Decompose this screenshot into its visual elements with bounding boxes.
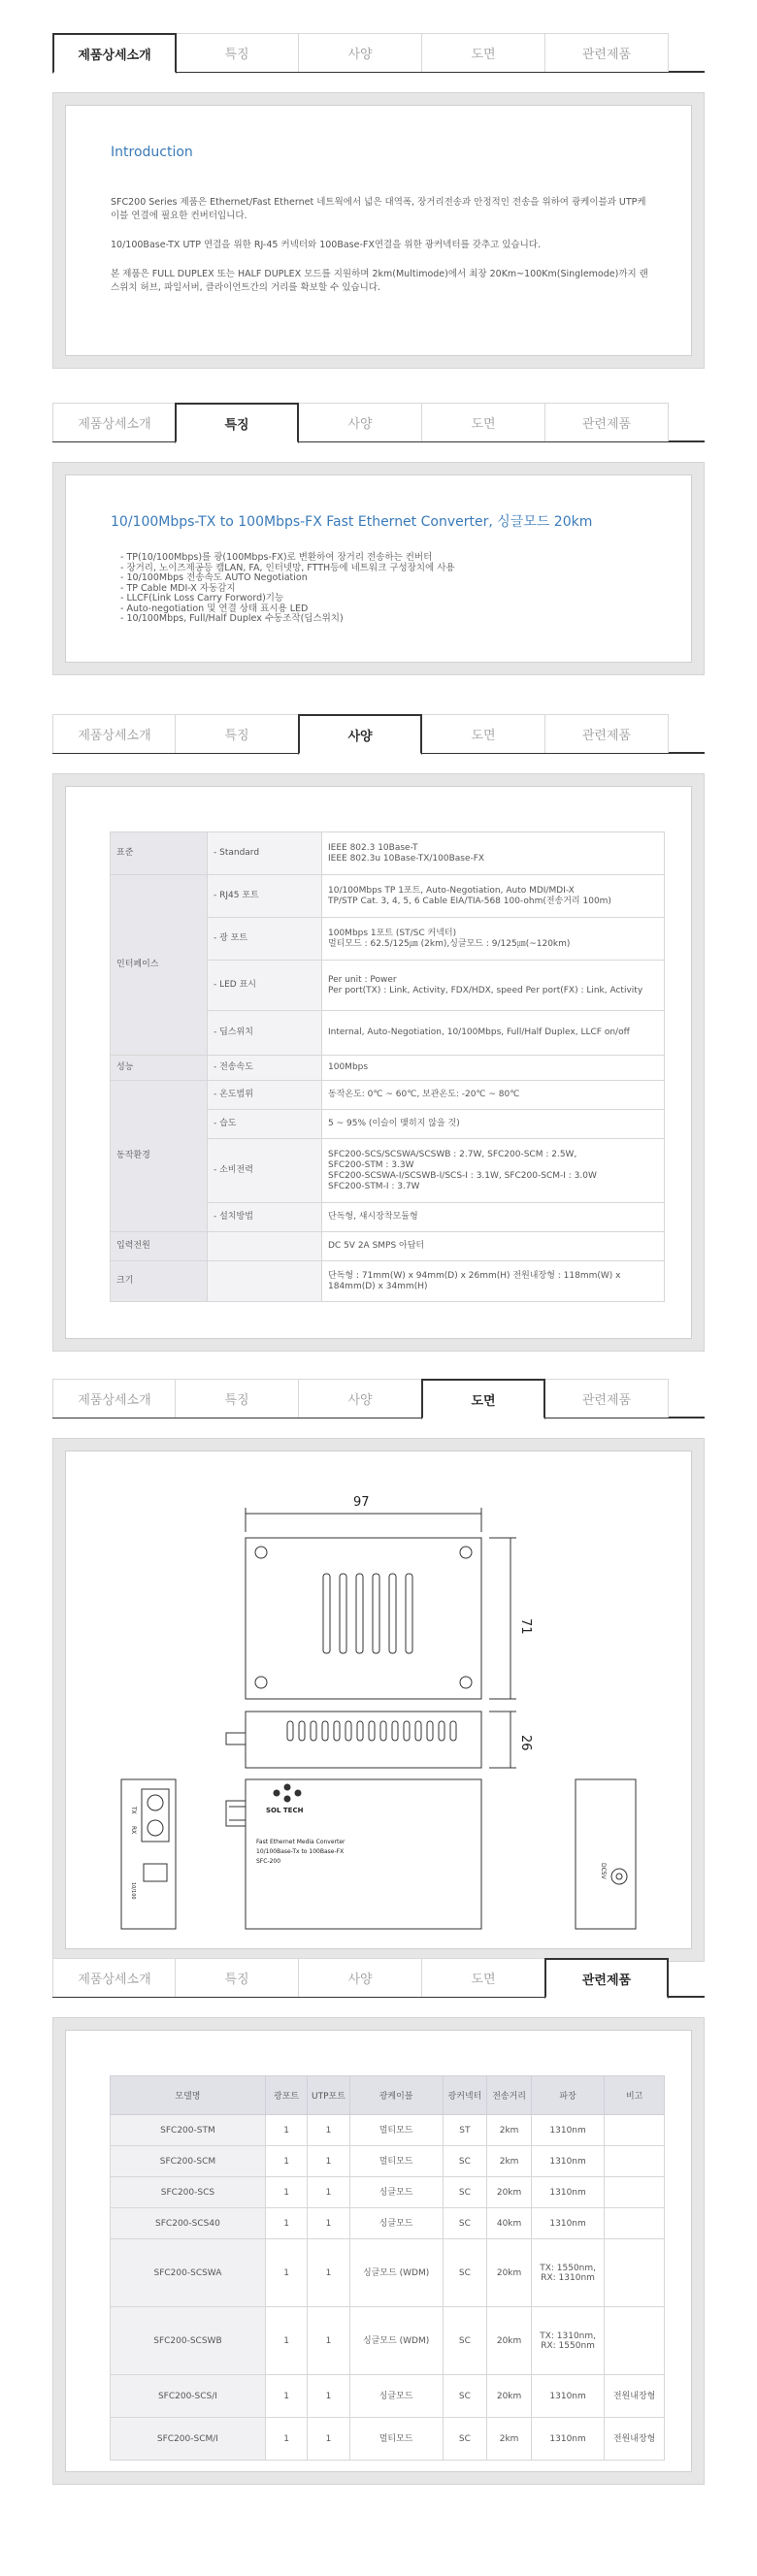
section-intro [0,33,757,73]
table-cell: 멀티모드 [349,2115,443,2146]
table-cell [605,2208,665,2239]
related-table [110,2075,665,2461]
intro-text [111,196,654,310]
section-related [0,1958,757,1998]
table-cell: 싱글모드 [349,2177,443,2208]
tab-bar [52,714,705,754]
spec-subcategory: - 딥스위치 [208,1011,322,1056]
table-cell: SC [443,2208,487,2239]
column-header: UTP포트 [308,2076,349,2115]
table-cell: 20km [487,2375,532,2418]
table-cell: 1 [308,2208,349,2239]
tab-related[interactable]: 관련제품 [544,1958,669,1999]
spec-subcategory: - 습도 [208,1110,322,1139]
feature-item: - 장거리, 노이즈제공등 캠LAN, FA, 인터넷망, FTTH등에 네트워크 구성장치에 사용 [120,562,455,573]
tab-intro[interactable]: 제품상세소개 [52,1958,177,1997]
tab-spec[interactable]: 사양 [298,1379,422,1418]
tx-label: TX [130,1807,137,1814]
tab-spec[interactable]: 사양 [298,1958,422,1997]
tab-related[interactable]: 관련제품 [544,33,669,72]
spec-value: DC 5V 2A SMPS 아답터 [322,1232,665,1261]
table-cell: SC [443,2146,487,2177]
table-cell: 1310nm [531,2146,604,2177]
table-cell: 1310nm [531,2208,604,2239]
tab-drawing[interactable]: 도면 [421,1379,545,1419]
spec-value: Internal, Auto-Negotiation, 10/100Mbps, Full/Half Duplex, LLCF on/off [322,1011,665,1056]
right-end-view [576,1779,636,1929]
features-list [120,553,455,625]
table-cell [605,2115,665,2146]
table-row [111,2307,665,2375]
table-cell: 멀티모드 [349,2146,443,2177]
tab-features[interactable]: 특징 [175,1379,299,1418]
table-cell: 1 [265,2146,307,2177]
table-cell: 1 [265,2208,307,2239]
table-cell: 1310nm [531,2375,604,2418]
spec-value-line: 100Mbps 1포트 (ST/SC 커넥터) [328,928,457,938]
table-cell: 1 [265,2418,307,2461]
table-cell: 1 [265,2307,307,2375]
tab-features[interactable]: 특징 [175,714,299,753]
spec-value [322,1139,665,1203]
spec-subcategory: - RJ45 포트 [208,875,322,918]
table-header-row [111,2076,665,2115]
features-title: 10/100Mbps-TX to 100Mbps-FX Fast Ethernet Converter, 싱글모드 20km [111,514,593,530]
spec-category: 표준 [111,832,208,875]
rx-label: RX [130,1826,137,1835]
spec-value [322,875,665,918]
tab-bar [52,33,705,73]
width-label: 97 [353,1495,370,1510]
spec-panel [52,773,705,1352]
table-cell: ST [443,2115,487,2146]
column-header: 모델명 [111,2076,266,2115]
spec-value [322,1261,665,1302]
model-name-cell: SFC200-SCSWB [111,2307,266,2375]
features-panel [52,462,705,675]
spec-category: 성능 [111,1056,208,1081]
column-header: 광커넥터 [443,2076,487,2115]
spec-value-line: SFC200-STM-I : 3.7W [328,1181,420,1191]
table-cell: 1 [265,2375,307,2418]
spec-value [322,832,665,875]
spec-value-line: SFC200-SCS/SCSWA/SCSWB : 2.7W, SFC200-SCM : 2.5W, [328,1149,577,1159]
intro-panel [52,92,705,369]
table-cell: 전원내장형 [605,2375,665,2418]
spec-value: 100Mbps [322,1056,665,1081]
spec-value-line: 멀티모드 : 62.5/125㎛ (2km),싱글모드 : 9/125㎛(~120km) [328,938,571,949]
spec-value-line: 단독형 : 71mm(W) x 94mm(D) x 26mm(H) 전원내장형 : 118mm(W) x [328,1270,621,1281]
feature-item: - TP Cable MDI-X 자동감지 [120,582,236,594]
table-cell: SC [443,2177,487,2208]
vent-slots [323,1574,412,1653]
spec-subcategory [208,1232,322,1261]
feature-item: - LLCF(Link Loss Carry Forword)기능 [120,593,284,603]
related-table-body [111,2115,665,2461]
table-cell: 싱글모드 [349,2208,443,2239]
spec-subcategory [208,1261,322,1302]
tab-bar [52,1379,705,1418]
dc-label: DC5V [600,1863,607,1879]
model-name-cell: SFC200-SCS40 [111,2208,266,2239]
spec-value: 동작온도: 0℃ ~ 60℃, 보관온도: -20℃ ~ 80℃ [322,1081,665,1110]
table-row [111,1081,665,1110]
spec-value: 5 ~ 95% (이슬이 맺히지 않을 것) [322,1110,665,1139]
tab-intro[interactable]: 제품상세소개 [52,33,177,74]
table-cell: SC [443,2375,487,2418]
spec-box [65,786,692,1339]
side-view-outline [246,1712,481,1768]
spec-category: 동작환경 [111,1081,208,1232]
spec-value-line: IEEE 802.3 10Base-T [328,842,418,853]
related-box [65,2030,692,2472]
table-cell: 1310nm [531,2115,604,2146]
features-box [65,474,692,663]
intro-title: Introduction [111,145,193,160]
intro-box [65,105,692,356]
spec-value [322,918,665,961]
dimension-drawing [66,1451,693,1950]
left-end-view [121,1779,176,1929]
table-cell [605,2146,665,2177]
table-cell: 싱글모드 (WDM) [349,2239,443,2307]
table-cell: 20km [487,2239,532,2307]
port-label: 10/100 [130,1882,136,1900]
spec-value [322,961,665,1011]
table-cell: 전원내장형 [605,2418,665,2461]
spec-subcategory: - LED 표시 [208,961,322,1011]
feature-item: - TP(10/100Mbps)를 광(100Mbps-FX)로 변환하여 장거리 전송하는 컨버터 [120,552,433,563]
tab-intro[interactable]: 제품상세소개 [52,1379,177,1418]
table-cell: 1 [308,2307,349,2375]
tab-drawing[interactable]: 도면 [421,714,545,753]
model-name-cell: SFC200-SCM/I [111,2418,266,2461]
table-cell: 멀티모드 [349,2418,443,2461]
spec-subcategory: - 소비전력 [208,1139,322,1203]
table-cell: SC [443,2418,487,2461]
spec-value-line: TP/STP Cat. 3, 4, 5, 6 Cable EIA/TIA-568 100-ohm(전송거리 100m) [328,896,611,906]
table-row [111,2375,665,2418]
brand-label: SOL TECH [266,1807,304,1814]
spec-subcategory: - 온도범위 [208,1081,322,1110]
column-header: 전송거리 [487,2076,532,2115]
model-name-cell: SFC200-STM [111,2115,266,2146]
product-label: 10/100Base-Tx to 100Base-FX [256,1848,345,1855]
tab-spec[interactable]: 사양 [298,403,422,441]
feature-item: - 10/100Mbps, Full/Half Duplex 수동조작(딥스위치) [120,613,344,624]
screw-hole [460,1677,472,1688]
table-row [111,2146,665,2177]
table-cell: 1 [308,2375,349,2418]
model-name-cell: SFC200-SCS/I [111,2375,266,2418]
tab-features[interactable]: 특징 [175,403,299,443]
table-row [111,1056,665,1081]
tab-related[interactable]: 관련제품 [544,714,669,753]
related-panel [52,2017,705,2485]
feature-item: - 10/100Mbps 전송속도 AUTO Negotiation [120,572,308,583]
table-cell: 1 [265,2115,307,2146]
section-drawing [0,1379,757,1418]
table-cell: 1310nm [531,2177,604,2208]
tab-drawing[interactable]: 도면 [421,1958,545,1997]
spec-value-line: Per unit : Power [328,974,397,985]
table-cell: 1 [308,2146,349,2177]
column-header: 광케이블 [349,2076,443,2115]
tab-bar [52,1958,705,1998]
table-row [111,832,665,875]
tab-features[interactable]: 특징 [175,1958,299,1997]
column-header: 파장 [531,2076,604,2115]
intro-paragraph: 10/100Base-TX UTP 연결을 위한 RJ-45 커넥터와 100Base-FX연결을 위한 광커넥터를 갖추고 있습니다. [111,240,541,250]
tab-spec[interactable]: 사양 [298,33,422,72]
tab-related[interactable]: 관련제품 [544,403,669,441]
side-vent-slots [287,1721,456,1741]
table-cell: 40km [487,2208,532,2239]
model-name-cell: SFC200-SCS [111,2177,266,2208]
model-name-cell: SFC200-SCSWA [111,2239,266,2307]
tab-intro[interactable]: 제품상세소개 [52,403,177,441]
drawing-panel [52,1438,705,1962]
table-cell: SC [443,2239,487,2307]
table-row [111,2177,665,2208]
height-label: 26 [518,1735,533,1751]
spec-value-line: SFC200-STM : 3.3W [328,1159,414,1170]
table-cell: 1 [308,2418,349,2461]
table-cell: 2km [487,2146,532,2177]
intro-paragraph: SFC200 Series 제품은 Ethernet/Fast Ethernet 네트웍에서 넓은 대역폭, 장거리전송과 안정적인 전송을 위하여 광케이블과 UTP케이블 연결에 필요한 컨버터입니다. [111,197,646,221]
spec-value: 단독형, 섀시장착모듈형 [322,1203,665,1232]
table-row [111,2115,665,2146]
spec-subcategory: - 전송속도 [208,1056,322,1081]
table-cell: TX: 1310nm, RX: 1550nm [531,2307,604,2375]
intro-paragraph: 본 제품은 FULL DUPLEX 또는 HALF DUPLEX 모드를 지원하며 2km(Multimode)에서 최장 20Km~100Km(Singlemode)까지 랜 스위치 허브, 파일서버, 클라이언트간의 거리를 확보할 수 있습니다. [111,269,648,293]
depth-label: 71 [518,1618,533,1635]
table-cell: 1 [265,2177,307,2208]
spec-value-line: 184mm(D) x 34mm(H) [328,1281,428,1291]
spec-subcategory: - 설치방법 [208,1203,322,1232]
drawing-box [65,1451,692,1949]
tab-related[interactable]: 관련제품 [544,1379,669,1418]
spec-category: 크기 [111,1261,208,1302]
table-cell: 1310nm [531,2418,604,2461]
table-cell: 20km [487,2177,532,2208]
spec-value-line: Per port(TX) : Link, Activity, FDX/HDX, speed Per port(FX) : Link, Activity [328,985,643,995]
table-cell: 싱글모드 (WDM) [349,2307,443,2375]
section-spec [0,714,757,754]
table-row [111,875,665,918]
column-header: 광포트 [265,2076,307,2115]
table-cell: 1 [308,2177,349,2208]
spec-subcategory: - Standard [208,832,322,875]
tab-features[interactable]: 특징 [175,33,299,72]
table-row [111,1232,665,1261]
table-row [111,1261,665,1302]
tab-bar [52,403,705,442]
column-header: 비고 [605,2076,665,2115]
spec-table [110,831,665,1302]
tab-drawing[interactable]: 도면 [421,403,545,441]
screw-hole [255,1677,267,1688]
product-label: SFC-200 [256,1858,281,1865]
table-cell: 1 [308,2239,349,2307]
table-cell: SC [443,2307,487,2375]
model-name-cell: SFC200-SCM [111,2146,266,2177]
table-cell: 2km [487,2418,532,2461]
table-cell [605,2307,665,2375]
feature-item: - Auto-negotiation 및 연결 상태 표시용 LED [120,603,309,614]
spec-value-line: SFC200-SCSWA-I/SCSWB-I/SCS-I : 3.1W, SFC200-SCM-I : 3.0W [328,1170,597,1181]
table-cell [605,2177,665,2208]
screw-hole [255,1547,267,1558]
table-cell: 싱글모드 [349,2375,443,2418]
table-cell: 20km [487,2307,532,2375]
spec-subcategory: - 광 포트 [208,918,322,961]
spec-category: 입력전원 [111,1232,208,1261]
spec-value-line: IEEE 802.3u 10Base-TX/100Base-FX [328,853,485,864]
table-cell: 2km [487,2115,532,2146]
tab-drawing[interactable]: 도면 [421,33,545,72]
table-row [111,2239,665,2307]
table-cell [605,2239,665,2307]
spec-value-line: 10/100Mbps TP 1포트, Auto-Negotiation, Auto MDI/MDI-X [328,885,575,896]
tab-spec[interactable]: 사양 [298,714,422,755]
table-row [111,2418,665,2461]
table-row [111,2208,665,2239]
spec-category: 인터페이스 [111,875,208,1056]
table-cell: TX: 1550nm, RX: 1310nm [531,2239,604,2307]
screw-hole [460,1547,472,1558]
tab-intro[interactable]: 제품상세소개 [52,714,177,753]
section-features [0,403,757,442]
table-cell: 1 [265,2239,307,2307]
product-label: Fast Ethernet Media Converter [256,1839,346,1845]
table-cell: 1 [308,2115,349,2146]
